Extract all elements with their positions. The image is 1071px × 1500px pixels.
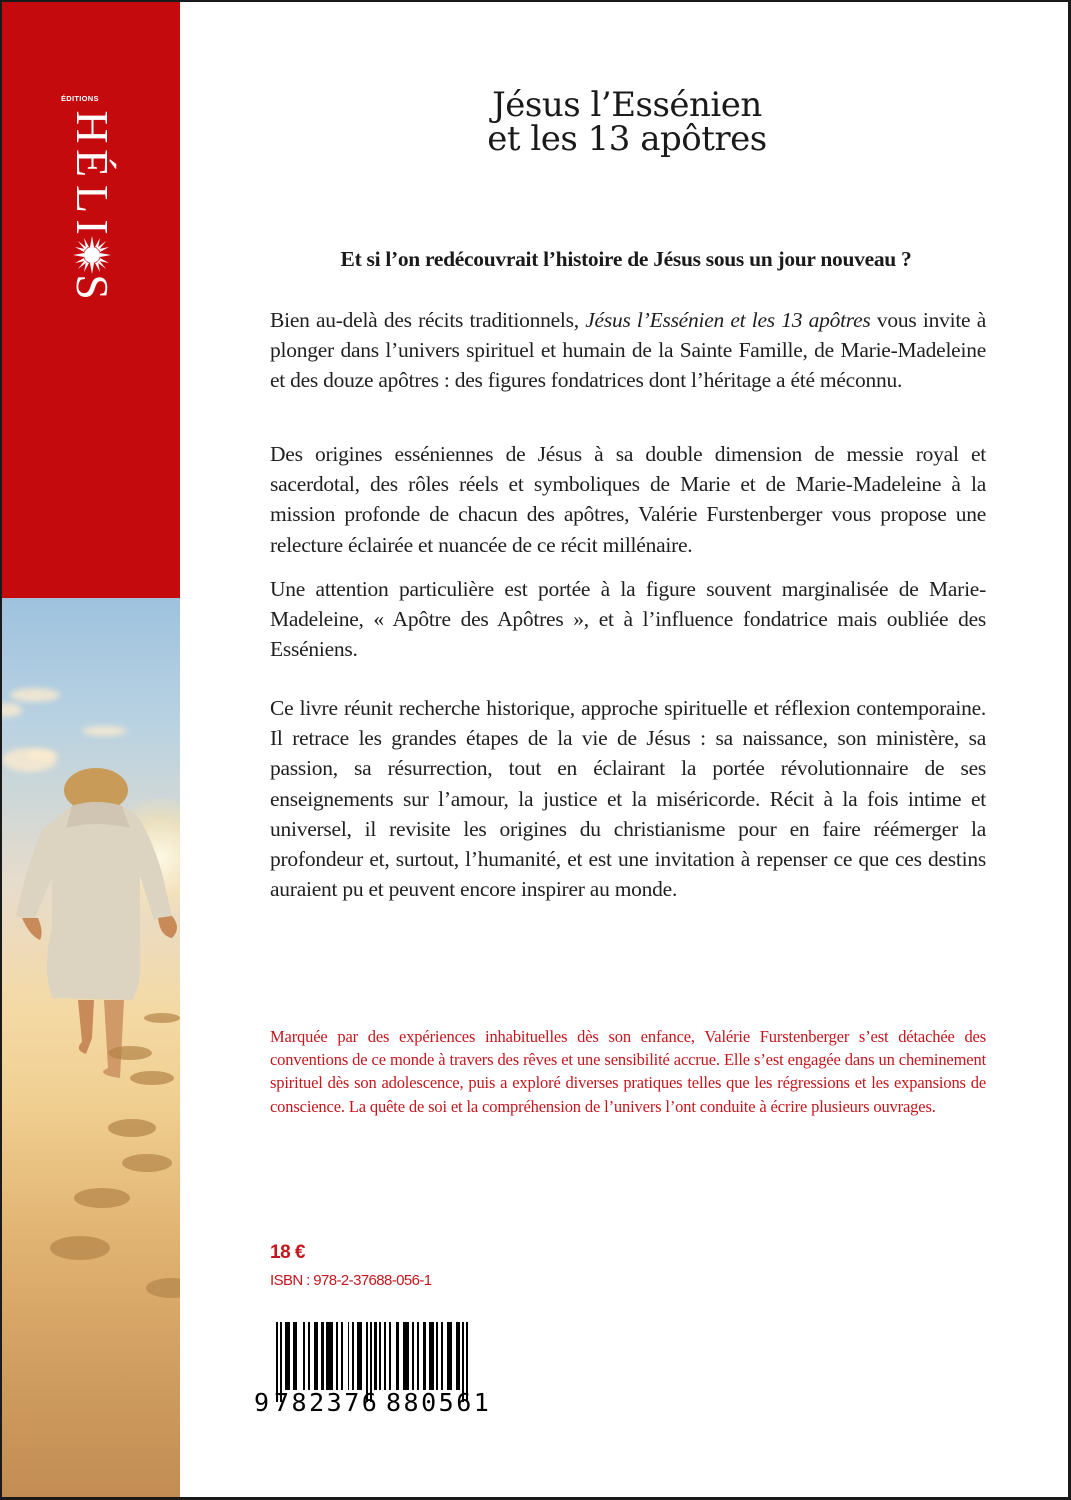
price: 18 € (270, 1242, 305, 1263)
barcode-bar (417, 1322, 419, 1390)
barcode-bar (379, 1322, 381, 1390)
blurb-text: vous invite à plonger dans l’univers spirituel et humain de la Sainte Famille, de Marie-Madeleine et des douze apôtres : des figures fondatrices dont l’héritage a été méconnu. (270, 308, 987, 393)
barcode-bar (321, 1322, 324, 1390)
publisher-band (2, 2, 180, 1497)
barcode-bar (456, 1322, 460, 1390)
barcode-bar (384, 1322, 386, 1390)
author-bio: Marquée par des expériences inhabituelles dès son enfance, Valérie Furstenberger s’est détachée des conventions de ce monde à travers des rêves et une sensibilité accrue. Elle s’est engagée dans un cheminement spirituel dès son adolescence, puis a exploré diverses pratiques telles que les régressions et les expansions de conscience. La quête de soi et la compréhension de l’univers l’ont conduite à écrire plusieurs ouvrages. (270, 1027, 986, 1116)
barcode-bar (352, 1322, 354, 1390)
barcode-bar (447, 1322, 452, 1390)
barcode-bar (314, 1322, 318, 1390)
book-title (442, 85, 812, 159)
barcode-bar (412, 1322, 414, 1390)
barcode-bar (389, 1322, 391, 1390)
lead-question: Et si l’on redécouvrait l’histoire de Jésus sous un jour nouveau ? (340, 247, 912, 271)
barcode-left-digits: 782376 (274, 1388, 380, 1417)
barcode-lead-digit: 9 (254, 1388, 270, 1417)
barcode-bar (374, 1322, 377, 1390)
barcode-bar (396, 1322, 399, 1390)
barcode-bar (285, 1322, 290, 1390)
barcode-bar (303, 1322, 305, 1390)
barcode-bar (326, 1322, 333, 1390)
walking-figure (12, 768, 180, 1348)
barcode-bar (423, 1322, 426, 1390)
cover-photo (2, 598, 180, 1497)
blurb-paragraph-3: Une attention particulière est portée à la figure souvent marginalisée de Marie-Madeleine, « Apôtre des Apôtres », et à l’influence fondatrice mais oubliée des Esséniens. (270, 577, 986, 662)
blurb-text: Bien au-delà des récits traditionnels, (270, 308, 586, 332)
barcode-bar (308, 1322, 310, 1390)
book-title-line-1: Jésus l’Essénien (492, 85, 762, 125)
logo-letter: L (67, 184, 118, 214)
barcode-bar (357, 1322, 362, 1390)
isbn: ISBN : 978-2-37688-056-1 (270, 1272, 432, 1289)
blurb-paragraph-1 (270, 305, 986, 396)
blurb-paragraph-2: Des origines esséniennes de Jésus à sa double dimension de messie royal et sacerdotal, des rôles réels et symboliques de Marie et de Marie-Madeleine à la mission profonde de chacun des apôtres, Valérie Furstenberger vous propose une relecture éclairée et nuancée de ce récit millénaire. (270, 442, 986, 557)
blurb-italic-title: Jésus l’Essénien et les 13 apôtres (585, 308, 871, 332)
logo-letter: É (67, 148, 118, 178)
barcode-bar (348, 1322, 349, 1390)
book-title-line-2: et les 13 apôtres (487, 119, 767, 159)
barcode-right-digits: 880561 (386, 1388, 492, 1417)
book-back-cover (2, 2, 1068, 1497)
blurb-paragraph-4: Ce livre réunit recherche historique, approche spirituelle et réflexion contemporaine. Il retrace les grandes étapes de la vie de Jésus : sa naissance, son ministère, sa passion, sa résurrection, tout en éclairant la portée révolutionnaire de ses enseignements sur l’amour, la justice et la miséricorde. Récit à la fois intime et universel, il revisite les origines du christianisme pour en faire réémerger la profondeur et, surtout, l’humanité, et est une invitation à repenser ce que ces destins auraient pu et peuvent encore inspirer au monde. (270, 696, 986, 902)
publisher-label-small: ÉDITIONS (61, 94, 99, 103)
logo-letter: H (67, 110, 118, 144)
barcode-bar (441, 1322, 443, 1390)
barcode-bar (403, 1322, 409, 1390)
barcode-bar (436, 1322, 438, 1390)
logo-letter: S (67, 274, 118, 300)
barcode-bar (336, 1322, 338, 1390)
barcode-bar (341, 1322, 343, 1390)
barcode-bar (429, 1322, 434, 1390)
logo-letter: I (67, 219, 118, 235)
barcode (254, 1320, 500, 1420)
publisher-logo (67, 107, 118, 307)
barcode-bar (293, 1322, 297, 1390)
